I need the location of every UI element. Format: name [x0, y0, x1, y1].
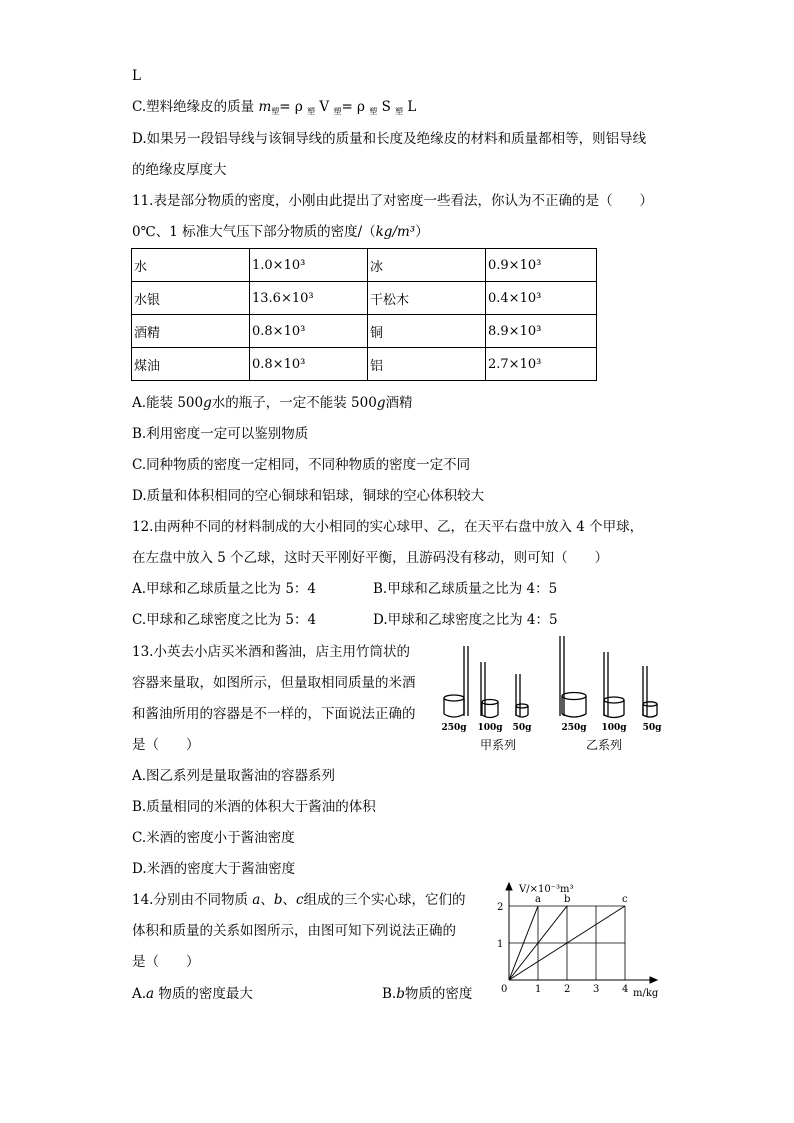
series-label-a: a	[535, 894, 541, 905]
subscript: 塑	[369, 107, 378, 116]
line-l: L	[132, 68, 141, 84]
table-row	[132, 249, 597, 282]
y-tick-label: 1	[497, 939, 504, 950]
q14-stem-3: 是（ ）	[132, 954, 200, 970]
table-cell: 铜	[368, 315, 486, 348]
label-yi-100: 100g	[601, 723, 627, 733]
var-a: a	[252, 892, 261, 908]
table-cell: 8.9×10³	[486, 315, 597, 348]
measuring-cups-figure	[440, 632, 670, 757]
q11-option-a	[132, 394, 412, 412]
table-cell: 煤油	[132, 348, 250, 381]
q12-stem-1: 12.由两种不同的材料制成的大小相同的实心球甲、乙，在天平右盘中放入 4 个甲球，	[132, 519, 644, 535]
option-text: 物质的密度	[404, 986, 473, 1002]
x-tick-label: 4	[622, 984, 629, 995]
x-tick-label: 2	[564, 984, 571, 995]
option-c-plastic	[132, 98, 416, 121]
option-d-cont: 的绝缘皮厚度大	[132, 162, 227, 178]
cup-jia-100	[481, 662, 498, 718]
q11-stem: 11.表是部分物质的密度，小刚由此提出了对密度一些看法，你认为不正确的是（ ）	[132, 193, 653, 209]
q13-stem-4: 是（ ）	[132, 737, 200, 753]
table-row	[132, 348, 597, 381]
subscript: 塑	[307, 107, 316, 116]
q14-stem-1	[132, 891, 466, 909]
option-d-aluminum: D.如果另一段铝导线与该铜导线的质量和长度及绝缘皮的材料和质量都相等，则铝导线	[132, 131, 647, 147]
label-jia-250: 250g	[441, 723, 467, 733]
series-label-c: c	[622, 894, 628, 905]
x-tick-label: 3	[593, 984, 600, 995]
formula-part: = ρ	[279, 99, 308, 115]
x-axis-label: m/kg	[633, 988, 659, 999]
y-axis-arrow	[506, 883, 512, 890]
option-prefix: B.	[382, 986, 397, 1002]
q14-stem-2: 体积和质量的关系如图所示，由图可知下列说法正确的	[132, 923, 456, 939]
q14-option-b	[382, 985, 472, 1003]
subscript: 塑	[395, 107, 404, 116]
var-b: b	[273, 892, 283, 908]
x-axis-arrow	[650, 977, 657, 983]
caption-text: 0℃、1 标准大气压下部分物质的密度/（	[132, 224, 376, 240]
table-cell: 冰	[368, 249, 486, 282]
label-yi-50: 50g	[642, 723, 662, 733]
table-cell: 水银	[132, 282, 250, 315]
cup-yi-250	[560, 636, 586, 717]
table-cell: 干松木	[368, 282, 486, 315]
q12-option-d: D.甲球和乙球密度之比为 4：5	[373, 612, 558, 628]
caption-yi: 乙系列	[585, 738, 623, 752]
q11-option-b: B.利用密度一定可以鉴别物质	[132, 426, 309, 442]
sep: 、	[260, 892, 274, 908]
cup-jia-50	[516, 674, 528, 717]
series-label-b: b	[564, 894, 571, 905]
option-text: A.能装 500	[132, 395, 204, 411]
unit-g: g	[203, 395, 212, 411]
table-cell: 水	[132, 249, 250, 282]
q11-table-caption	[132, 223, 429, 241]
option-text: 酒精	[385, 395, 413, 411]
label-yi-250: 250g	[561, 723, 587, 733]
table-cell: 酒精	[132, 315, 250, 348]
density-table	[131, 248, 597, 381]
option-prefix: A.	[132, 986, 147, 1002]
formula-part: S	[377, 99, 396, 115]
q11-option-d: D.质量和体积相同的空心铜球和铝球，铜球的空心体积较大	[132, 488, 485, 504]
symbol-m: m	[258, 99, 272, 115]
q13-stem-1: 13.小英去小店买米酒和酱油，店主用竹筒状的	[132, 644, 410, 660]
q13-stem-3: 和酱油所用的容器是不一样的，下面说法正确的	[132, 706, 416, 722]
stem-text: 组成的三个实心球，它们的	[303, 892, 466, 908]
var-b: b	[396, 986, 405, 1002]
y-axis-label: V/×10⁻³m³	[519, 884, 574, 895]
q13-option-c: C.米酒的密度小于酱油密度	[132, 830, 295, 846]
table-cell: 0.8×10³	[250, 348, 368, 381]
sep: 、	[282, 892, 296, 908]
y-tick-label: 2	[497, 902, 504, 913]
var-a: a	[146, 986, 155, 1002]
table-cell: 铝	[368, 348, 486, 381]
unit-g: g	[376, 395, 386, 411]
q12-option-b: B.甲球和乙球质量之比为 4：5	[373, 581, 558, 597]
table-cell: 0.8×10³	[250, 315, 368, 348]
table-cell: 0.4×10³	[486, 282, 597, 315]
table-cell: 13.6×10³	[250, 282, 368, 315]
cup-yi-50	[643, 666, 657, 717]
q14-option-a	[132, 985, 253, 1003]
volume-mass-chart	[485, 878, 675, 1003]
x-tick-label: 1	[535, 984, 542, 995]
table-cell: 0.9×10³	[486, 249, 597, 282]
q13-option-b: B.质量相同的米酒的体积大于酱油的体积	[132, 799, 376, 815]
var-c: c	[295, 892, 304, 908]
table-cell: 1.0×10³	[250, 249, 368, 282]
caption-end: ）	[415, 224, 429, 240]
label-jia-100: 100g	[477, 723, 503, 733]
subscript: 塑	[271, 107, 280, 116]
q11-option-c: C.同种物质的密度一定相同，不同种物质的密度一定不同	[132, 457, 471, 473]
label-jia-50: 50g	[512, 723, 532, 733]
caption-unit: kg/m³	[375, 224, 416, 240]
cup-jia-250	[444, 646, 468, 717]
q13-option-d: D.米酒的密度大于酱油密度	[132, 861, 296, 877]
table-row	[132, 315, 597, 348]
formula-part: L	[403, 99, 417, 115]
q13-stem-2: 容器来量取，如图所示，但量取相同质量的米酒	[132, 675, 416, 691]
option-text: C.塑料绝缘皮的质量	[132, 99, 259, 115]
q12-stem-2: 在左盘中放入 5 个乙球，这时天平刚好平衡，且游码没有移动，则可知（ ）	[132, 550, 609, 566]
option-text: 物质的密度最大	[154, 986, 253, 1002]
x-tick-label: 0	[501, 984, 508, 995]
q13-option-a: A.图乙系列是量取酱油的容器系列	[132, 768, 336, 784]
option-text: 水的瓶子，一定不能装 500	[211, 395, 377, 411]
q12-option-c: C.甲球和乙球密度之比为 5：4	[132, 612, 317, 628]
formula-part: = ρ	[341, 99, 370, 115]
table-row	[132, 282, 597, 315]
stem-text: 14.分别由不同物质	[132, 892, 253, 908]
caption-jia: 甲系列	[479, 738, 517, 752]
formula-part: V	[315, 99, 334, 115]
q12-option-a: A.甲球和乙球质量之比为 5：4	[132, 581, 317, 597]
subscript: 塑	[333, 107, 342, 116]
table-cell: 2.7×10³	[486, 348, 597, 381]
cup-yi-100	[604, 652, 624, 718]
